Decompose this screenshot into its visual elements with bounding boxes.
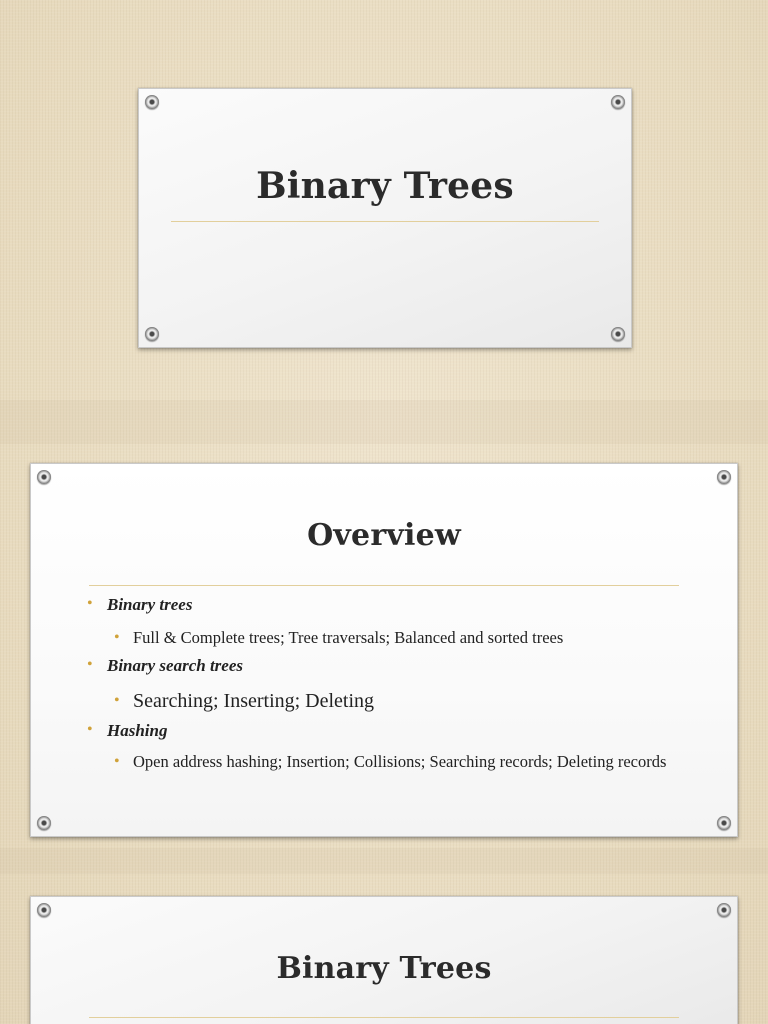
slide-1[interactable] — [138, 88, 632, 348]
bullet-icon: • — [87, 656, 93, 673]
bullet-icon: • — [87, 721, 93, 738]
slide-title: Binary Trees — [276, 951, 492, 986]
rivet-icon — [611, 95, 625, 109]
bullet-icon: • — [114, 629, 120, 646]
sub-bullet-text: Full & Complete trees; Tree traversals; Balanced and sorted trees — [133, 628, 564, 647]
bullet-item — [87, 595, 687, 618]
bullet-icon: • — [114, 692, 120, 709]
sub-bullet-item — [87, 689, 687, 713]
sub-bullet-text: Searching; Inserting; Deleting — [133, 690, 375, 712]
title-divider — [171, 221, 599, 222]
slide-2[interactable] — [30, 463, 738, 837]
bullet-text: Binary search trees — [107, 656, 243, 675]
rivet-icon — [717, 816, 731, 830]
rivet-icon — [37, 903, 51, 917]
title-divider — [89, 1017, 679, 1018]
bullet-text: Hashing — [107, 721, 168, 740]
slide-gap-band-2 — [0, 848, 768, 874]
bullet-text: Binary trees — [107, 595, 193, 614]
slide-title: Binary Trees — [256, 165, 514, 207]
slide-gap-band-1 — [0, 400, 768, 444]
rivet-icon — [717, 470, 731, 484]
bullet-icon: • — [114, 753, 120, 770]
sub-bullet-text: Open address hashing; Insertion; Collisions; Searching records; Deleting records — [133, 752, 667, 771]
rivet-icon — [145, 95, 159, 109]
bullet-item — [87, 656, 687, 679]
bullet-item — [87, 721, 687, 744]
title-divider — [89, 585, 679, 586]
bullet-icon: • — [87, 595, 93, 612]
rivet-icon — [611, 327, 625, 341]
rivet-icon — [37, 470, 51, 484]
sub-bullet-item — [87, 628, 687, 648]
rivet-icon — [717, 903, 731, 917]
rivet-icon — [145, 327, 159, 341]
bullet-list — [87, 595, 687, 772]
slide-title: Overview — [307, 518, 461, 553]
slide-3[interactable] — [30, 896, 738, 1024]
rivet-icon — [37, 816, 51, 830]
sub-bullet-item — [87, 752, 687, 772]
